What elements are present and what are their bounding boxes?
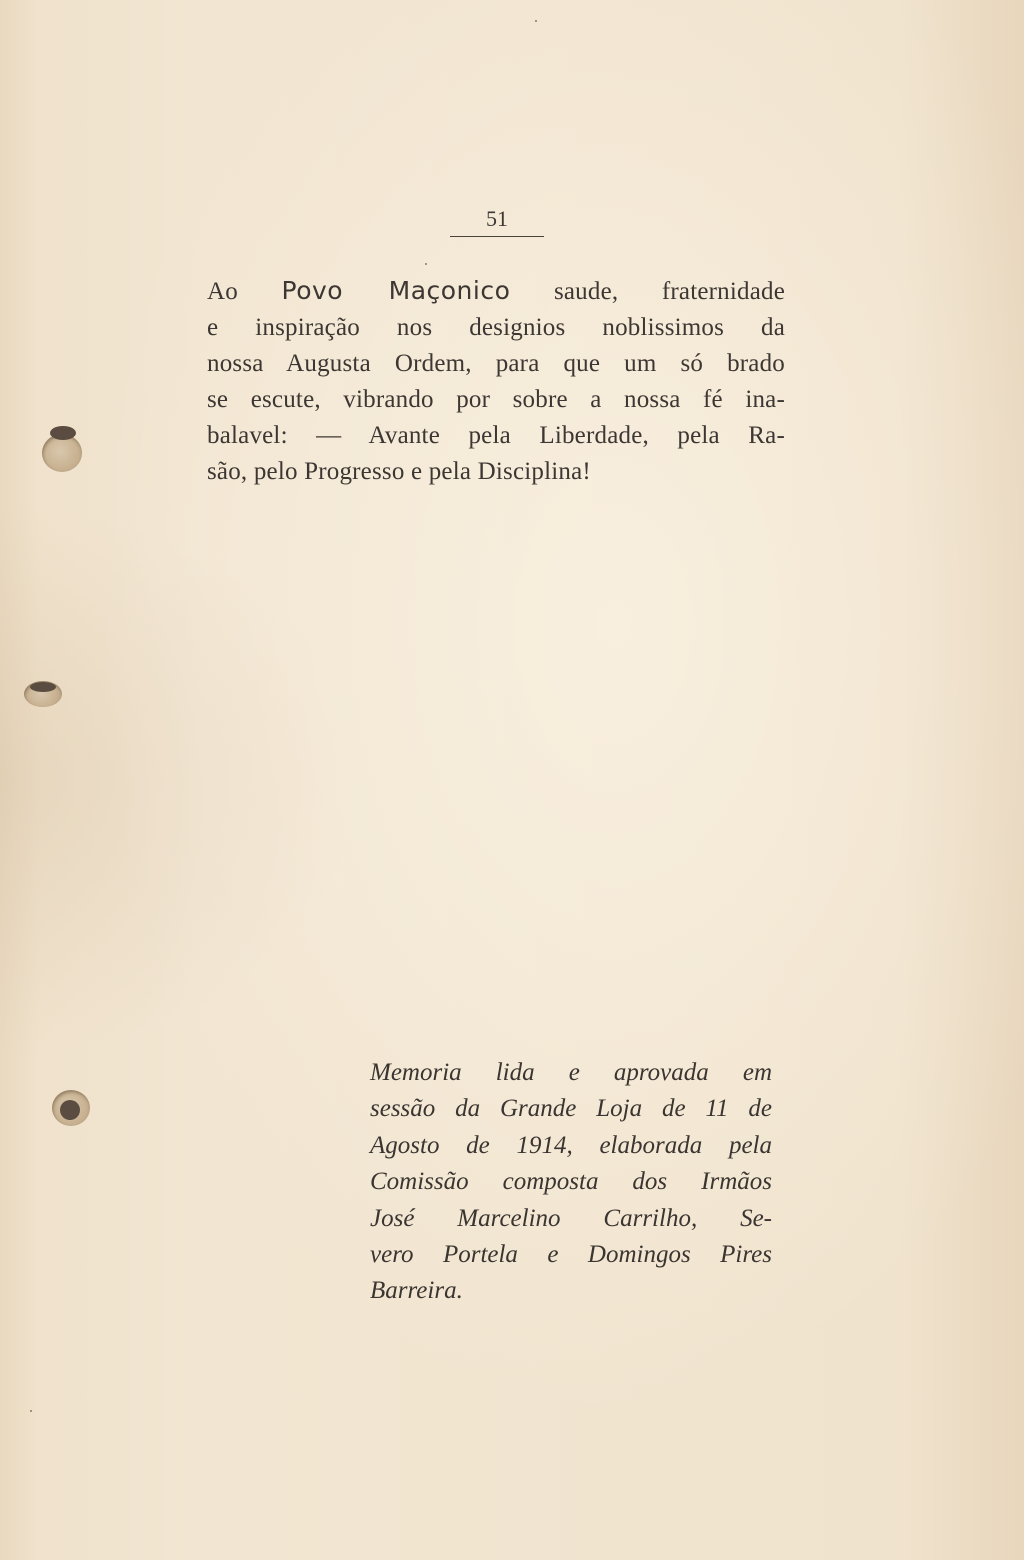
note-line: sessão da Grande Loja de 11 de	[370, 1095, 772, 1123]
paper-speck	[535, 20, 537, 22]
page-number: 51	[486, 206, 508, 231]
paper-speck	[425, 263, 427, 265]
binding-hole-top-shadow	[50, 426, 76, 440]
binding-hole-bottom-shadow	[60, 1100, 80, 1120]
paper-speck	[30, 1410, 32, 1412]
dedication-opening-word: Ao	[207, 278, 238, 305]
dedication-line	[207, 273, 785, 310]
note-line: vero Portela e Domingos Pires	[370, 1241, 772, 1269]
note-line: José Marcelino Carrilho, Se-	[370, 1204, 772, 1232]
dedication-line-rest: saude, fraternidade	[553, 278, 786, 305]
note-line: Comissão composta dos Irmãos	[370, 1168, 772, 1196]
povo-maconico-display-type: Povo Maçonico	[281, 276, 511, 305]
binding-hole-middle-shadow	[30, 682, 56, 692]
dedication-paragraph	[207, 273, 785, 490]
dedication-line: balavel: — Avante pela Liberdade, pela Ra-	[207, 422, 785, 449]
note-line: Barreira.	[370, 1277, 463, 1305]
memoria-note	[370, 1055, 772, 1310]
note-line: Agosto de 1914, elaborada pela	[370, 1131, 772, 1159]
page-number-rule	[450, 236, 544, 237]
dedication-line: nossa Augusta Ordem, para que um só brado	[207, 350, 785, 377]
dedication-line: se escute, vibrando por sobre a nossa fé ina-	[207, 386, 785, 413]
note-line: Memoria lida e aprovada em	[370, 1059, 772, 1086]
dedication-line: e inspiração nos designios noblissimos da	[207, 314, 785, 341]
dedication-line: são, pelo Progresso e pela Disciplina!	[207, 458, 591, 485]
